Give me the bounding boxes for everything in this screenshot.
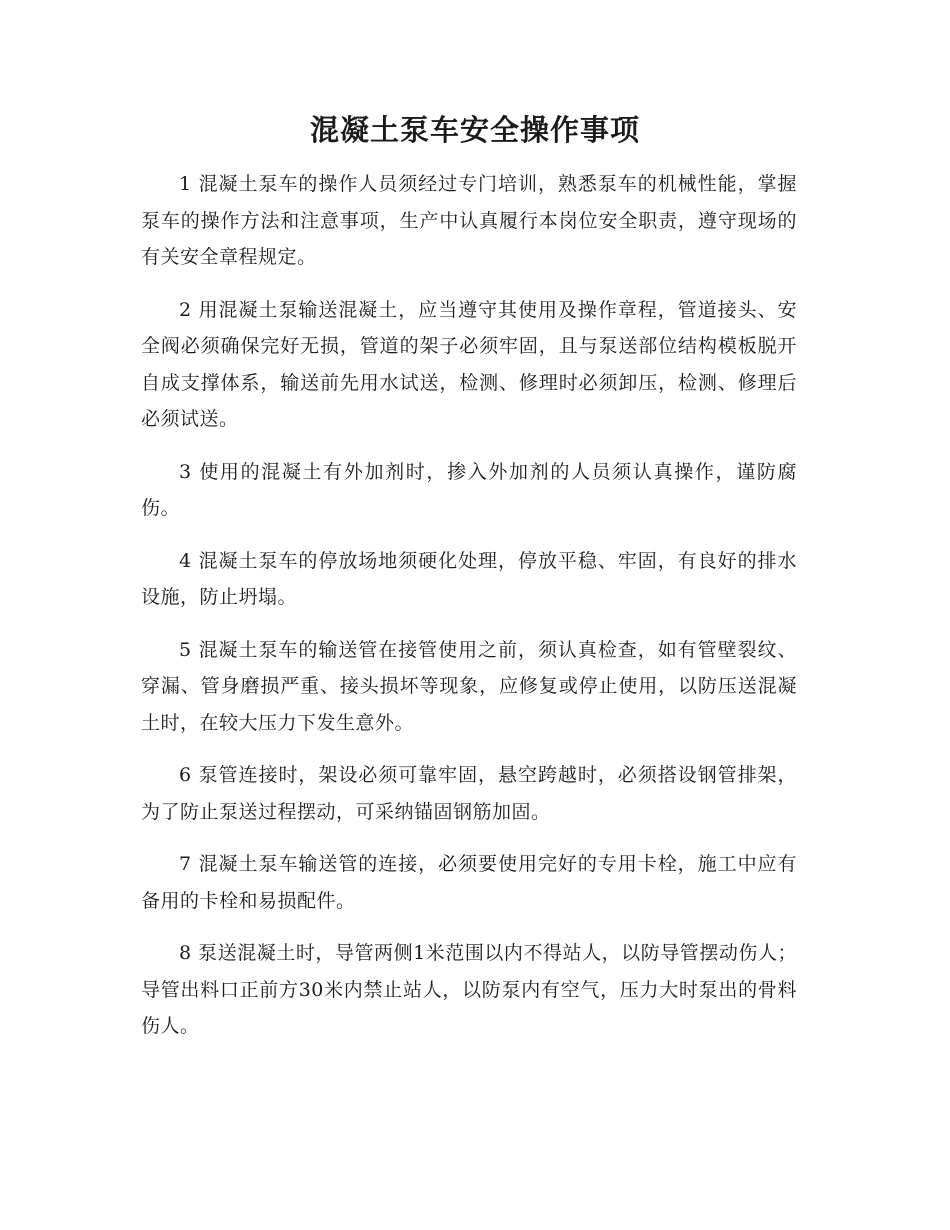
paragraph-7: 7 混凝土泵车输送管的连接，必须要使用完好的专用卡栓，施工中应有备用的卡栓和易损配件。 [141, 853, 797, 912]
paragraph-4: 4 混凝土泵车的停放场地须硬化处理，停放平稳、牢固，有良好的排水设施，防止坍塌。 [141, 549, 797, 608]
paragraph-3: 3 使用的混凝土有外加剂时，掺入外加剂的人员须认真操作，谨防腐伤。 [141, 460, 797, 519]
document-body [141, 166, 797, 1061]
paragraph-5: 5 混凝土泵车的输送管在接管使用之前，须认真检查，如有管壁裂纹、穿漏、管身磨损严重、接头损坏等现象，应修复或停止使用，以防压送混凝土时，在较大压力下发生意外。 [141, 638, 797, 734]
paragraph-8: 8 泵送混凝土时，导管两侧1米范围以内不得站人，以防导管摆动伤人；导管出料口正前方30米内禁止站人，以防泵内有空气，压力大时泵出的骨料伤人。 [141, 942, 797, 1037]
paragraph-2: 2 用混凝土泵输送混凝土，应当遵守其使用及操作章程，管道接头、安全阀必须确保完好无损，管道的架子必须牢固，且与泵送部位结构模板脱开自成支撑体系，输送前先用水试送，检测、修理时必须卸压，检测、修理后必须试送。 [141, 298, 797, 430]
paragraph-1: 1 混凝土泵车的操作人员须经过专门培训，熟悉泵车的机械性能，掌握泵车的操作方法和注意事项，生产中认真履行本岗位安全职责，遵守现场的有关安全章程规定。 [141, 173, 797, 268]
document-title: 混凝土泵车安全操作事项 [309, 113, 640, 147]
paragraph-6: 6 泵管连接时，架设必须可靠牢固，悬空跨越时，必须搭设钢管排架，为了防止泵送过程摆动，可采纳锚固钢筋加固。 [141, 764, 797, 823]
